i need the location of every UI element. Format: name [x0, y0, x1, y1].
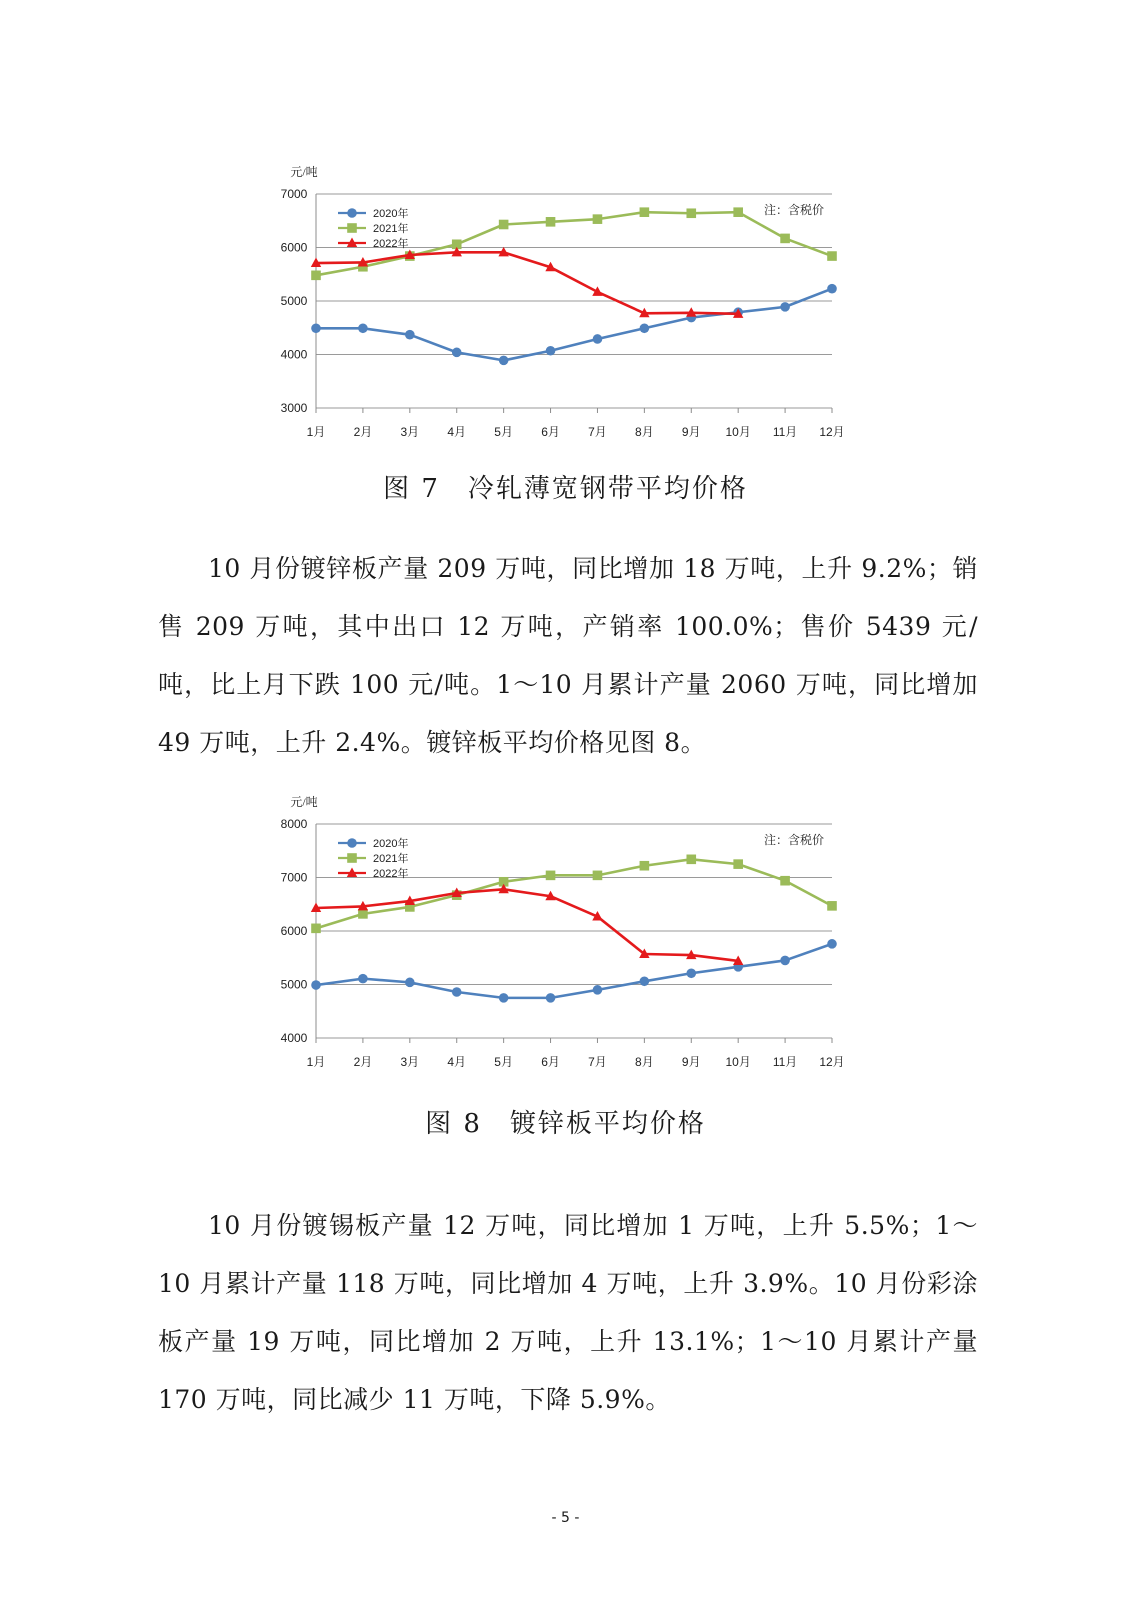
series-2022年	[311, 884, 744, 965]
x-tick-label: 12月	[819, 1055, 845, 1069]
y-tick-label: 5000	[280, 977, 308, 992]
x-tick-label: 11月	[772, 425, 798, 439]
data-point	[311, 980, 321, 990]
x-tick-label: 7月	[588, 425, 607, 439]
legend-marker	[347, 223, 357, 233]
x-tick-label: 8月	[635, 425, 654, 439]
data-point	[733, 859, 743, 869]
y-tick-label: 5000	[280, 294, 308, 308]
price-note: 注：含税价	[764, 833, 825, 847]
data-point	[827, 901, 837, 911]
data-point	[640, 323, 650, 333]
data-point	[780, 234, 790, 244]
data-point	[593, 871, 603, 881]
legend-label: 2020年	[373, 208, 409, 220]
figure7-caption: 图 7 冷轧薄宽钢带平均价格	[383, 474, 748, 504]
series-2020年	[311, 939, 837, 1003]
series-line	[316, 252, 738, 314]
data-point	[733, 207, 743, 217]
series-2022年	[311, 247, 744, 318]
x-tick-label: 7月	[588, 1055, 607, 1069]
x-tick-label: 2月	[353, 1055, 373, 1069]
legend-marker	[347, 853, 357, 863]
y-tick-label: 7000	[280, 870, 308, 885]
series-line	[316, 289, 832, 361]
chart-svg-8	[262, 790, 862, 1080]
y-tick-label: 6000	[280, 924, 308, 938]
data-point	[546, 993, 556, 1003]
data-point	[311, 271, 321, 281]
x-tick-label: 11月	[772, 1055, 798, 1069]
data-point	[546, 346, 556, 356]
y-tick-label: 4000	[280, 347, 308, 362]
data-point	[499, 993, 509, 1003]
y-axis-label: 元/吨	[290, 795, 318, 809]
y-axis-label: 元/吨	[290, 165, 318, 179]
legend-label: 2021年	[373, 223, 409, 235]
data-point	[405, 978, 415, 988]
legend-label: 2022年	[373, 238, 409, 250]
legend-marker	[347, 208, 357, 218]
data-point	[593, 214, 603, 224]
paragraph-galvanized	[158, 540, 978, 772]
x-tick-label: 3月	[400, 425, 420, 439]
chart-galvanized-price	[262, 790, 862, 1080]
price-note: 注：含税价	[764, 203, 825, 217]
legend-label: 2020年	[373, 838, 409, 850]
legend-marker	[347, 838, 357, 848]
data-point	[452, 987, 462, 997]
series-line	[316, 889, 738, 961]
data-point	[546, 871, 556, 881]
data-point	[780, 302, 790, 312]
data-point	[358, 909, 368, 919]
paragraph-tinplate	[158, 1197, 978, 1429]
x-tick-label: 9月	[681, 425, 701, 439]
data-point	[780, 876, 790, 886]
data-point	[593, 334, 603, 344]
x-tick-label: 12月	[819, 425, 845, 439]
x-tick-label: 10月	[725, 425, 751, 439]
x-tick-label: 5月	[494, 1055, 513, 1069]
data-point	[499, 356, 509, 366]
data-point	[358, 974, 368, 984]
data-point	[640, 861, 650, 871]
x-tick-label: 4月	[447, 425, 467, 439]
y-tick-label: 6000	[280, 240, 308, 255]
x-tick-label: 5月	[494, 425, 513, 439]
data-point	[358, 323, 368, 333]
data-point	[640, 207, 650, 217]
data-point	[827, 284, 837, 294]
data-point	[686, 968, 696, 978]
x-tick-label: 8月	[635, 1055, 654, 1069]
data-point	[311, 924, 321, 934]
y-tick-label: 7000	[280, 187, 308, 201]
legend-label: 2022年	[373, 868, 409, 880]
series-2020年	[311, 284, 837, 365]
data-point	[499, 220, 509, 230]
data-point	[593, 985, 603, 995]
x-tick-label: 6月	[541, 1055, 560, 1069]
data-point	[452, 348, 462, 358]
data-point	[686, 208, 696, 218]
data-point	[827, 251, 837, 261]
x-tick-label: 6月	[541, 425, 560, 439]
data-point	[827, 939, 837, 949]
x-tick-label: 9月	[681, 1055, 701, 1069]
data-point	[640, 976, 650, 986]
legend-label: 2021年	[373, 853, 409, 865]
chart-cold-rolled-price	[262, 160, 862, 450]
y-tick-label: 3000	[280, 401, 308, 415]
page-number: - 5 -	[551, 1510, 580, 1526]
figure8-caption: 图 8 镀锌板平均价格	[425, 1109, 706, 1139]
data-point	[311, 323, 321, 333]
y-tick-label: 8000	[280, 817, 308, 831]
x-tick-label: 4月	[447, 1055, 467, 1069]
y-tick-label: 4000	[280, 1031, 308, 1045]
data-point	[546, 217, 556, 227]
series-2021年	[311, 855, 837, 934]
x-tick-label: 2月	[353, 425, 373, 439]
data-point	[405, 330, 415, 340]
data-point	[686, 855, 696, 865]
data-point	[780, 956, 790, 966]
paragraph-text: 10 月份镀锌板产量 209 万吨，同比增加 18 万吨，上升 9.2%；销售 209 万吨，其中出口 12 万吨，产销率 100.0%；售价 5439 元/吨，比上月下跌 100 元/吨。1～10 月累计产量 2060 万吨，同比增加 49 万吨，上升 2.4%。镀锌板平均价格见图 8。	[158, 554, 978, 757]
chart-svg-7	[262, 160, 862, 450]
paragraph-text: 10 月份镀锡板产量 12 万吨，同比增加 1 万吨，上升 5.5%；1～10 月累计产量 118 万吨，同比增加 4 万吨，上升 3.9%。10 月份彩涂板产量 19 万吨，同比增加 2 万吨，上升 13.1%；1～10 月累计产量 170 万吨，同比减少 11 万吨，下降 5.9%。	[158, 1211, 978, 1414]
series-line	[316, 944, 832, 998]
x-tick-label: 1月	[306, 1055, 326, 1069]
x-tick-label: 3月	[400, 1055, 420, 1069]
x-tick-label: 1月	[306, 425, 326, 439]
x-tick-label: 10月	[725, 1055, 751, 1069]
